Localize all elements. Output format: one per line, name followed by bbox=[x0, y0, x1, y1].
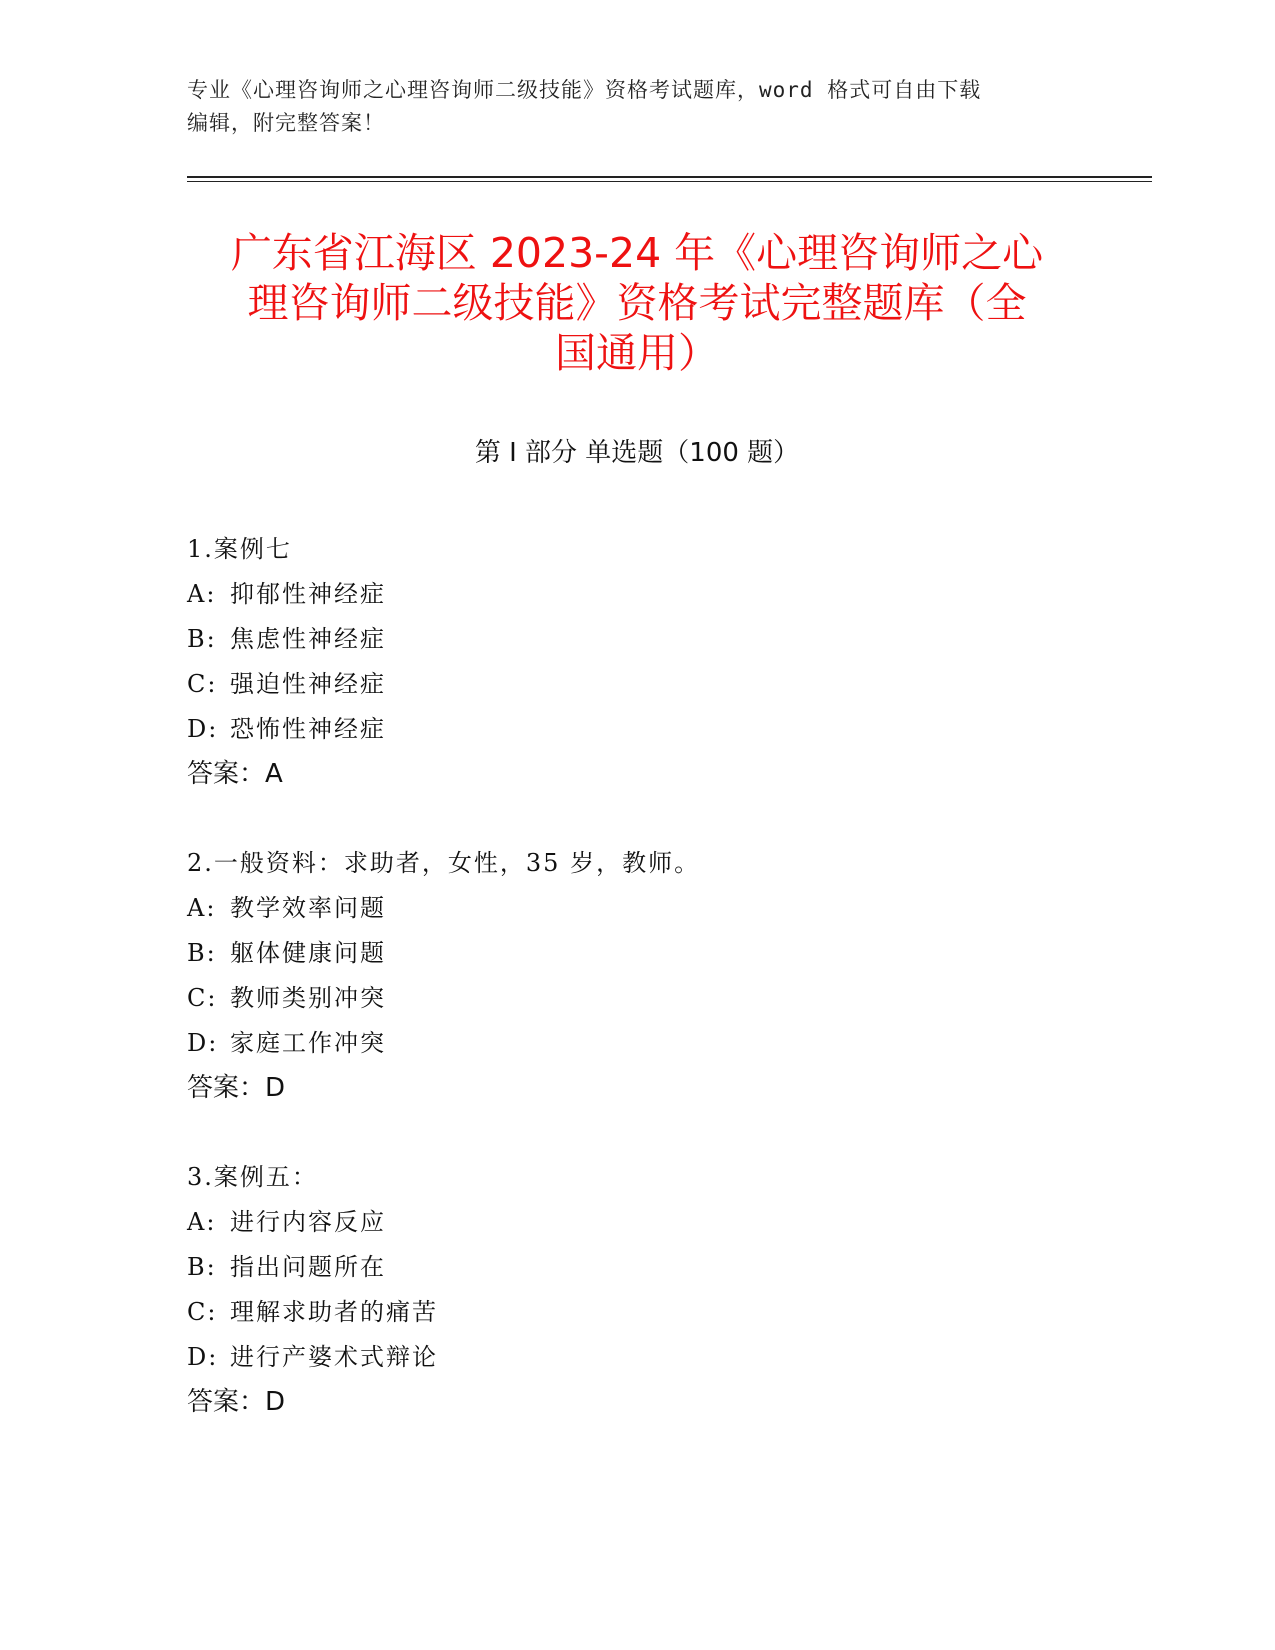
option-c bbox=[187, 976, 1087, 1021]
document-title-line-2: 理咨询师二级技能》资格考试完整题库（全 bbox=[247, 279, 1027, 327]
option-text: 进行内容反应 bbox=[230, 1208, 386, 1236]
option-text: 强迫性神经症 bbox=[230, 670, 386, 698]
option-d bbox=[187, 1335, 1087, 1380]
option-key: C: bbox=[187, 670, 218, 698]
question-stem: 2.一般资料：求助者，女性，35 岁，教师。 bbox=[187, 849, 701, 877]
answer: 答案：A bbox=[187, 759, 283, 789]
question-2 bbox=[187, 841, 1087, 1111]
header-divider-thick bbox=[187, 176, 1152, 178]
header-note-line-1: 专业《心理咨询师之心理咨询师二级技能》资格考试题库，word 格式可自由下载 bbox=[187, 78, 982, 102]
document-title-line-1: 广东省江海区 2023-24 年《心理咨询师之心 bbox=[230, 229, 1044, 277]
option-b bbox=[187, 1245, 1087, 1290]
option-text: 焦虑性神经症 bbox=[230, 625, 386, 653]
option-text: 躯体健康问题 bbox=[230, 939, 386, 967]
option-b bbox=[187, 931, 1087, 976]
option-text: 抑郁性神经症 bbox=[230, 580, 386, 608]
option-text: 教师类别冲突 bbox=[230, 984, 386, 1012]
header-divider-thin bbox=[187, 181, 1152, 182]
option-key: C: bbox=[187, 984, 218, 1012]
option-b bbox=[187, 617, 1087, 662]
option-key: B: bbox=[187, 1253, 217, 1281]
question-stem: 3.案例五： bbox=[187, 1163, 318, 1191]
document-title bbox=[187, 228, 1087, 378]
option-c bbox=[187, 1290, 1087, 1335]
question-list bbox=[187, 527, 1087, 1469]
section-title: 第 I 部分 单选题（100 题） bbox=[474, 438, 800, 468]
option-c bbox=[187, 662, 1087, 707]
option-key: C: bbox=[187, 1298, 218, 1326]
header-note-line-2: 编辑，附完整答案！ bbox=[187, 111, 385, 135]
question-1 bbox=[187, 527, 1087, 797]
option-d bbox=[187, 1021, 1087, 1066]
option-key: D: bbox=[187, 715, 219, 743]
option-key: A: bbox=[187, 1208, 217, 1236]
option-key: D: bbox=[187, 1029, 219, 1057]
option-text: 恐怖性神经症 bbox=[230, 715, 386, 743]
option-key: A: bbox=[187, 580, 217, 608]
option-d bbox=[187, 707, 1087, 752]
option-key: D: bbox=[187, 1343, 219, 1371]
option-text: 理解求助者的痛苦 bbox=[230, 1298, 438, 1326]
option-a bbox=[187, 572, 1087, 617]
document-header-note bbox=[187, 74, 1087, 140]
option-text: 指出问题所在 bbox=[230, 1253, 386, 1281]
option-text: 家庭工作冲突 bbox=[230, 1029, 386, 1057]
answer: 答案：D bbox=[187, 1073, 286, 1103]
option-text: 教学效率问题 bbox=[230, 894, 386, 922]
option-key: A: bbox=[187, 894, 217, 922]
answer: 答案：D bbox=[187, 1387, 286, 1417]
question-stem: 1.案例七 bbox=[187, 535, 292, 563]
option-text: 进行产婆术式辩论 bbox=[230, 1343, 438, 1371]
option-a bbox=[187, 1200, 1087, 1245]
option-key: B: bbox=[187, 939, 217, 967]
option-a bbox=[187, 886, 1087, 931]
question-3 bbox=[187, 1155, 1087, 1425]
option-key: B: bbox=[187, 625, 217, 653]
document-title-line-3: 国通用） bbox=[555, 329, 719, 377]
